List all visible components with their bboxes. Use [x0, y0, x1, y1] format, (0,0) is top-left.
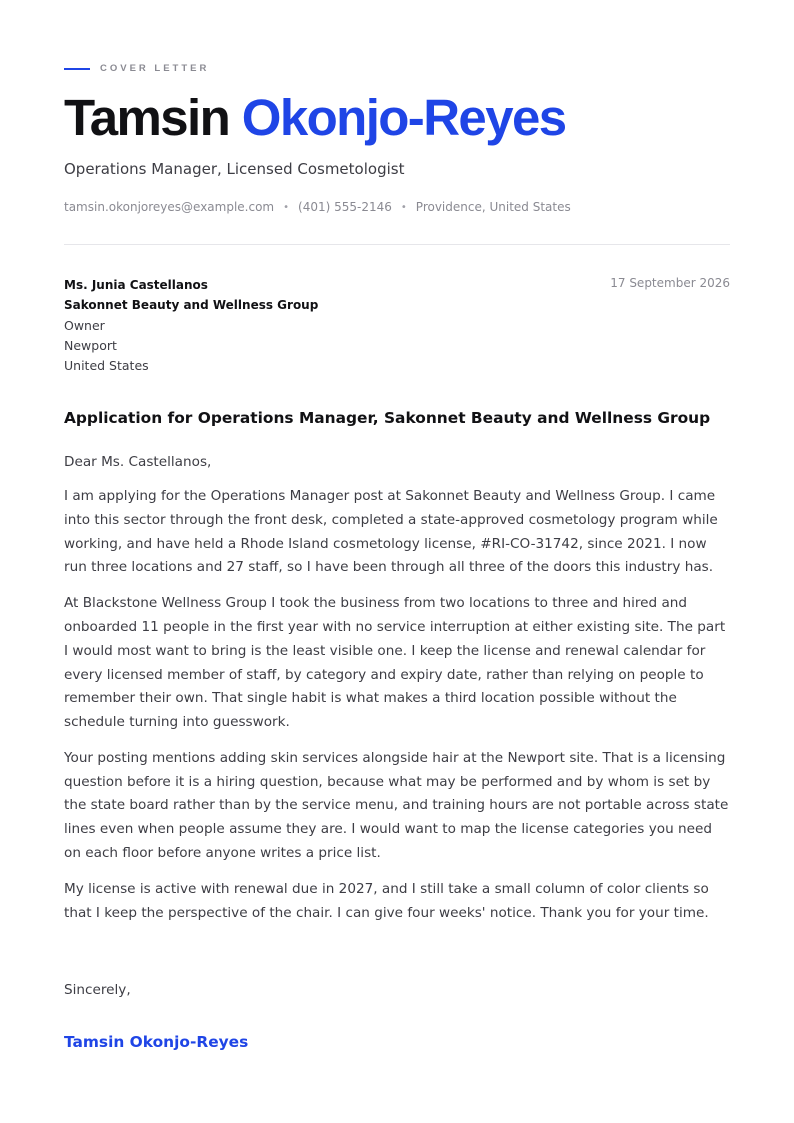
letter-date: 17 September 2026	[610, 276, 730, 290]
recipient-title: Owner	[64, 317, 105, 333]
applicant-role: Operations Manager, Licensed Cosmetologist	[64, 160, 405, 178]
signature: Tamsin Okonjo-Reyes	[64, 1033, 249, 1051]
closing: Sincerely,	[64, 982, 131, 998]
recipient-company: Sakonnet Beauty and Wellness Group	[64, 298, 319, 313]
recipient-block	[64, 275, 318, 376]
separator-dot: •	[283, 201, 290, 213]
salutation: Dear Ms. Castellanos,	[64, 454, 212, 470]
recipient-city: Newport	[64, 337, 117, 353]
recipient-name: Ms. Junia Castellanos	[64, 278, 208, 292]
letter-body	[64, 451, 732, 938]
last-name: Okonjo-Reyes	[241, 89, 566, 146]
eyebrow-label: COVER LETTER	[100, 63, 210, 74]
email-link[interactable]: tamsin.okonjoreyes@example.com	[64, 200, 275, 214]
body-paragraph: At Blackstone Wellness Group I took the business from two locations to three and hired and onboarded 11 people in the first year with no service interruption at either existing site. The part I would most want to bring is the least visible one. I keep the license and renewal calendar for every licensed member of staff, by category and expiry date, rather than relying on people to remember their own. That single habit is what makes a third location possible without the schedule turning into guesswork.	[64, 595, 726, 730]
separator-dot: •	[400, 201, 407, 213]
accent-rule	[64, 68, 90, 70]
body-paragraph: My license is active with renewal due in 2027, and I still take a small column of color clients so that I keep the perspective of the chair. I can give four weeks' notice. Thank you for your time.	[64, 880, 709, 921]
phone-number[interactable]: (401) 555-2146	[298, 200, 392, 214]
subject-line: Application for Operations Manager, Sakonnet Beauty and Wellness Group	[64, 409, 711, 427]
contact-line	[64, 200, 571, 214]
applicant-name	[64, 86, 565, 150]
header-divider	[64, 244, 730, 245]
body-paragraph: I am applying for the Operations Manager post at Sakonnet Beauty and Wellness Group. I came into this sector through the front desk, completed a state-approved cosmetology program while working, and have held a Rhode Island cosmetology license, #RI-CO-31742, since 2021. I now run three locations and 27 staff, so I have been through all three of the doors this industry has.	[64, 488, 718, 576]
body-paragraph: Your posting mentions adding skin services alongside hair at the Newport site. That is a licensing question before it is a hiring question, because what may be performed and by whom is set by the state board rather than by the service menu, and training hours are not portable across state lines even when people assume they are. I would want to map the license categories you need on each floor before anyone writes a price list.	[64, 750, 729, 861]
recipient-country: United States	[64, 358, 149, 374]
eyebrow	[64, 63, 209, 74]
location: Providence, United States	[415, 200, 571, 214]
first-name: Tamsin	[64, 89, 230, 146]
